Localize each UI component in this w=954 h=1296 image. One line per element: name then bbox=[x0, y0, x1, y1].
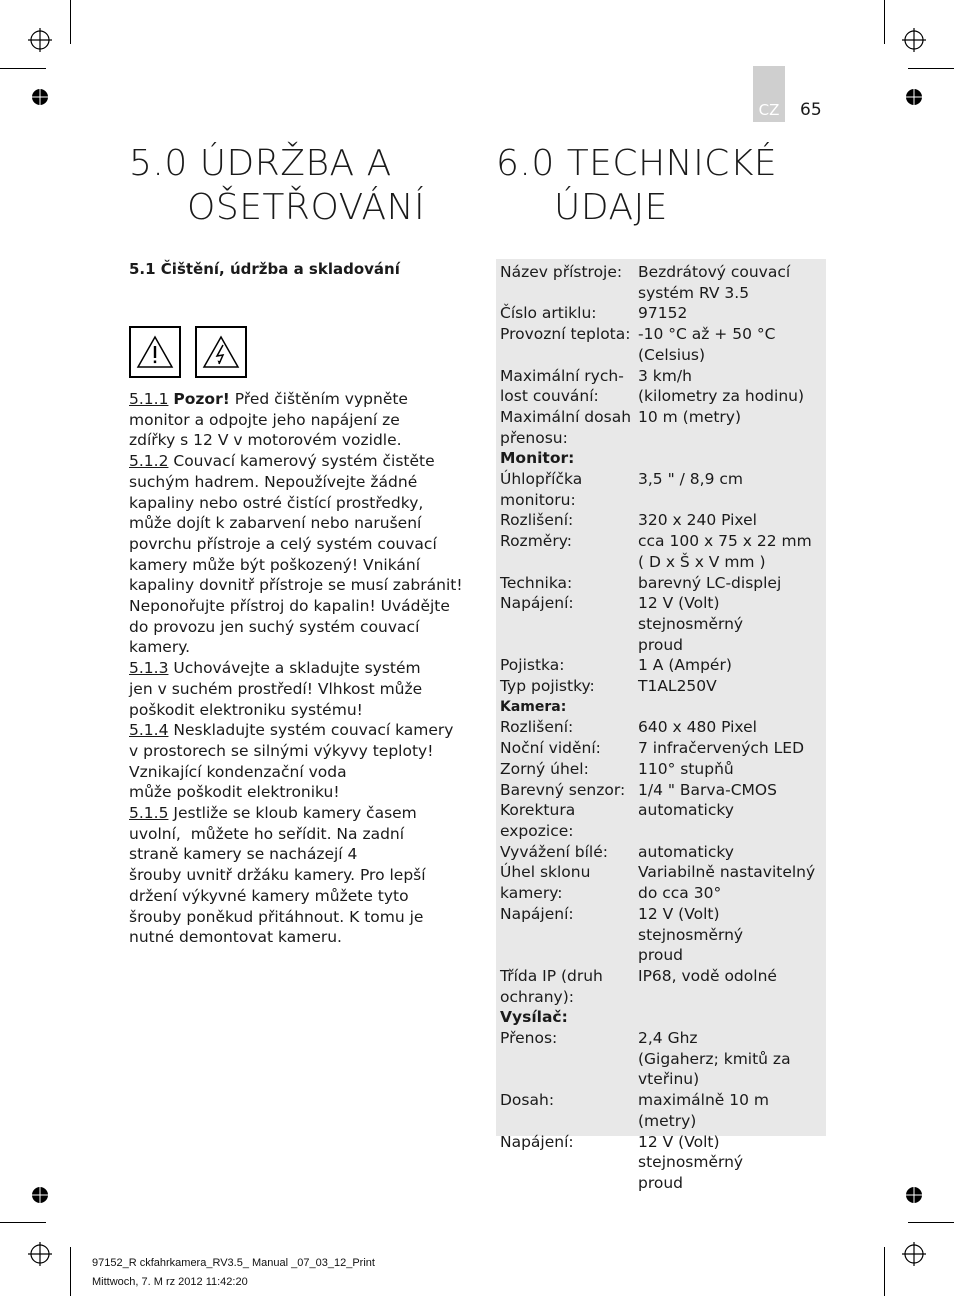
electric-hazard-icon bbox=[195, 326, 247, 378]
paragraph bbox=[129, 803, 459, 948]
spec-row bbox=[496, 510, 826, 531]
spec-value-line: (Celsius) bbox=[638, 345, 706, 364]
spec-label-line: Rozlišení: bbox=[500, 718, 574, 737]
spec-value-line: (Gigaherz; kmitů za bbox=[638, 1049, 791, 1068]
spec-value-line: 12 V (Volt) stejnosměrný bbox=[638, 1132, 744, 1172]
spec-value bbox=[638, 717, 826, 738]
spec-label bbox=[496, 717, 638, 738]
spec-value bbox=[638, 862, 826, 903]
spec-label-line: Úhel sklonu bbox=[500, 863, 591, 882]
spec-label bbox=[496, 842, 638, 863]
spec-label-line: Barevný senzor: bbox=[500, 780, 626, 799]
section-reference: 5.1.1 bbox=[129, 390, 169, 408]
spec-row bbox=[496, 676, 826, 697]
spec-label bbox=[496, 759, 638, 780]
maintenance-text bbox=[129, 389, 463, 948]
text-line: kapaliny dovnitř přístroje se musí zabránit! bbox=[129, 576, 463, 595]
spec-value bbox=[638, 324, 826, 365]
spec-label-line: ochrany): bbox=[500, 987, 574, 1006]
text-line: uvolní, můžete ho seřídit. Na zadní bbox=[129, 824, 405, 843]
language-tab-label: CZ bbox=[758, 101, 780, 119]
spec-value bbox=[638, 1028, 826, 1090]
spec-label bbox=[496, 469, 638, 510]
text-line: Uchovávejte a skladujte systém bbox=[168, 659, 421, 678]
spec-row bbox=[496, 303, 826, 324]
paragraph bbox=[129, 389, 459, 451]
spec-label-line: Přenos: bbox=[500, 1029, 558, 1048]
text-line: Před čištěním vypněte bbox=[229, 390, 408, 408]
text-line: šrouby poněkud přitáhnout. K tomu je bbox=[129, 907, 424, 926]
spec-label bbox=[496, 676, 638, 697]
spec-value-line: proud bbox=[638, 1173, 684, 1192]
spec-label-line: Korektura bbox=[500, 801, 576, 820]
spec-label-line: Úhlopříčka bbox=[500, 470, 583, 489]
text-line: kamery může být poškozený! Vnikání bbox=[129, 555, 421, 574]
spec-value bbox=[638, 759, 826, 780]
spec-label-line: Vyvážení bílé: bbox=[500, 842, 608, 861]
spec-row bbox=[496, 407, 826, 448]
crop-mark bbox=[0, 68, 46, 69]
spec-row bbox=[496, 469, 826, 510]
spec-value bbox=[638, 780, 826, 801]
warning-triangle-icon bbox=[129, 326, 181, 378]
spec-label bbox=[496, 366, 638, 407]
spec-value-line: Variabilně nastavitelný bbox=[638, 863, 816, 882]
spec-value-line: 1 A (Ampér) bbox=[638, 656, 732, 675]
spec-value bbox=[638, 366, 826, 407]
spec-value-line: -10 °C až + 50 °C bbox=[638, 325, 776, 344]
spec-value-line: 12 V (Volt) stejnosměrný bbox=[638, 904, 744, 944]
spec-value-line: barevný LC-displej bbox=[638, 573, 782, 592]
spec-value-line: IP68, vodě odolné bbox=[638, 966, 777, 985]
spec-value bbox=[638, 573, 826, 594]
crop-mark bbox=[70, 1247, 71, 1296]
text-line: straně kamery se nacházejí 4 bbox=[129, 845, 358, 864]
spec-label-line: Provozní teplota: bbox=[500, 325, 631, 344]
spec-label bbox=[496, 531, 638, 572]
spec-label bbox=[496, 800, 638, 841]
spec-row bbox=[496, 1090, 826, 1131]
spec-value-line: automaticky bbox=[638, 842, 734, 861]
spec-label bbox=[496, 303, 638, 324]
spec-value-line: 2,4 Ghz bbox=[638, 1029, 698, 1048]
spec-value-line: proud bbox=[638, 635, 684, 654]
spec-label-line: Pojistka: bbox=[500, 656, 565, 675]
spec-label bbox=[496, 862, 638, 903]
spec-label-line: Maximální rych- bbox=[500, 366, 624, 385]
spec-value bbox=[638, 738, 826, 759]
spec-label-line: Technika: bbox=[500, 573, 573, 592]
spec-label bbox=[496, 966, 638, 1007]
spec-label-line: Napájení: bbox=[500, 904, 574, 923]
text-line: Couvací kamerový systém čistěte bbox=[168, 452, 435, 471]
spec-row bbox=[496, 717, 826, 738]
spec-row bbox=[496, 1132, 826, 1194]
spec-value bbox=[638, 904, 826, 966]
spec-row bbox=[496, 862, 826, 903]
spec-value-line: cca 100 x 75 x 22 mm bbox=[638, 532, 812, 551]
spec-value bbox=[638, 303, 826, 324]
crop-mark bbox=[908, 68, 954, 69]
text-line: nutné demontovat kameru. bbox=[129, 928, 342, 947]
spec-value-line: T1AL250V bbox=[638, 677, 717, 696]
text-line: Vznikající kondenzační voda bbox=[129, 762, 347, 781]
spec-row bbox=[496, 593, 826, 655]
crop-mark bbox=[0, 1222, 46, 1223]
spec-label-line: Napájení: bbox=[500, 594, 574, 613]
text-line: v prostorech se silnými výkyvy teploty! bbox=[129, 741, 434, 760]
spec-value-line: 320 x 240 Pixel bbox=[638, 511, 757, 530]
spec-row bbox=[496, 262, 826, 303]
spec-value-line: do cca 30° bbox=[638, 884, 722, 903]
spec-value bbox=[638, 800, 826, 841]
spec-value-line: 3 km/h bbox=[638, 366, 692, 385]
caution-label: Pozor! bbox=[173, 390, 230, 408]
spec-value bbox=[638, 966, 826, 1007]
maintenance-heading bbox=[129, 142, 425, 230]
spec-group-heading: Vysílač: bbox=[500, 1008, 568, 1027]
text-line: zdířky s 12 V v motorovém vozidle. bbox=[129, 431, 402, 450]
spec-value bbox=[638, 1132, 826, 1194]
spec-label bbox=[496, 510, 638, 531]
spec-value-line: 1/4 " Barva-CMOS bbox=[638, 780, 777, 799]
spec-value bbox=[638, 510, 826, 531]
spec-value-line: 110° stupňů bbox=[638, 759, 734, 778]
spec-value-line: (metry) bbox=[638, 1111, 697, 1130]
spec-row bbox=[496, 573, 826, 594]
section-reference: 5.1.3 bbox=[129, 659, 169, 678]
spec-label bbox=[496, 407, 638, 448]
spec-value-line: (kilometry za hodinu) bbox=[638, 387, 805, 406]
specifications-table bbox=[496, 259, 826, 1192]
spec-label-line: Maximální dosah bbox=[500, 407, 632, 426]
text-line: Neponořujte přístroj do kapalin! Uvádějte bbox=[129, 597, 450, 616]
spec-value bbox=[638, 531, 826, 572]
spec-label bbox=[496, 904, 638, 966]
text-line: držení výkyvné kamery můžete tyto bbox=[129, 886, 409, 905]
spec-value bbox=[638, 593, 826, 655]
registration-dot-icon bbox=[904, 1185, 924, 1205]
spec-value-line: Bezdrátový couvací bbox=[638, 263, 791, 281]
text-line: povrchu přístroje a celý systém couvací bbox=[129, 534, 437, 553]
spec-label-line: Název přístroje: bbox=[500, 263, 623, 281]
spec-value-line: ( D x Š x V mm ) bbox=[638, 552, 766, 571]
spec-label bbox=[496, 1090, 638, 1131]
spec-value bbox=[638, 842, 826, 863]
page-number: 65 bbox=[800, 100, 822, 120]
spec-label-line: lost couvání: bbox=[500, 387, 599, 406]
spec-value-line: proud bbox=[638, 946, 684, 965]
heading-line: OŠETŘOVÁNÍ bbox=[187, 187, 426, 228]
spec-label-line: Třída IP (druh bbox=[500, 966, 603, 985]
paragraph bbox=[129, 658, 459, 720]
spec-row bbox=[496, 655, 826, 676]
text-line: Neskladujte systém couvací kamery bbox=[168, 721, 454, 740]
spec-label bbox=[496, 593, 638, 655]
spec-label-line: monitoru: bbox=[500, 490, 576, 509]
text-line: kamery. bbox=[129, 638, 191, 657]
text-line: do provozu jen suchý systém couvací bbox=[129, 617, 420, 636]
spec-row bbox=[496, 324, 826, 365]
spec-row bbox=[496, 966, 826, 1007]
spec-value-line: vteřinu) bbox=[638, 1070, 700, 1089]
spec-label bbox=[496, 573, 638, 594]
section-reference: 5.1.4 bbox=[129, 721, 169, 740]
text-line: kapaliny nebo ostré čistící prostředky, bbox=[129, 493, 424, 512]
spec-row bbox=[496, 904, 826, 966]
spec-label bbox=[496, 738, 638, 759]
registration-dot-icon bbox=[30, 87, 50, 107]
spec-label-line: expozice: bbox=[500, 821, 574, 840]
text-line: Jestliže se kloub kamery časem bbox=[168, 804, 417, 823]
paragraph bbox=[129, 451, 463, 658]
spec-label-line: Dosah: bbox=[500, 1091, 555, 1110]
spec-row bbox=[496, 531, 826, 572]
heading-line: 6.0 TECHNICKÉ bbox=[496, 143, 778, 184]
spec-value-line: 12 V (Volt) stejnosměrný bbox=[638, 594, 744, 633]
spec-value-line: 10 m (metry) bbox=[638, 407, 742, 426]
spec-label bbox=[496, 780, 638, 801]
section-reference: 5.1.2 bbox=[129, 452, 169, 471]
spec-label-line: Číslo artiklu: bbox=[500, 304, 597, 323]
heading-line: ÚDAJE bbox=[554, 187, 668, 228]
crop-mark bbox=[884, 1247, 885, 1296]
spec-row bbox=[496, 842, 826, 863]
section-reference: 5.1.5 bbox=[129, 804, 169, 823]
spec-label-line: Rozměry: bbox=[500, 532, 572, 551]
spec-value-line: systém RV 3.5 bbox=[638, 283, 750, 302]
spec-label bbox=[496, 262, 638, 303]
spec-value-line: maximálně 10 m bbox=[638, 1091, 770, 1110]
print-info-line: 97152_R ckfahrkamera_RV3.5_ Manual _07_03_12_Print bbox=[92, 1257, 375, 1269]
spec-group-heading: Kamera: bbox=[500, 698, 567, 715]
text-line: šrouby uvnitř držáku kamery. Pro lepší bbox=[129, 866, 426, 885]
spec-label-line: Napájení: bbox=[500, 1132, 574, 1151]
spec-label-line: Noční vidění: bbox=[500, 739, 601, 758]
spec-group-heading: Monitor: bbox=[500, 449, 575, 468]
spec-value-line: 7 infračervených LED bbox=[638, 739, 805, 758]
spec-value-line: 97152 bbox=[638, 304, 688, 323]
text-line: jen v suchém prostředí! Vlhkost může bbox=[129, 679, 423, 698]
spec-label-line: Rozlišení: bbox=[500, 511, 574, 530]
spec-row bbox=[496, 738, 826, 759]
registration-dot-icon bbox=[30, 1185, 50, 1205]
spec-value bbox=[638, 262, 826, 303]
registration-mark-icon bbox=[28, 1242, 52, 1266]
registration-dot-icon bbox=[904, 87, 924, 107]
spec-row bbox=[496, 366, 826, 407]
spec-label-line: přenosu: bbox=[500, 428, 568, 447]
spec-row bbox=[496, 1028, 826, 1090]
registration-mark-icon bbox=[902, 1242, 926, 1266]
spec-row bbox=[496, 759, 826, 780]
spec-value bbox=[638, 655, 826, 676]
spec-row bbox=[496, 780, 826, 801]
spec-value bbox=[638, 407, 826, 448]
spec-label bbox=[496, 655, 638, 676]
registration-mark-icon bbox=[28, 28, 52, 52]
spec-value-line: automaticky bbox=[638, 801, 734, 820]
text-line: suchým hadrem. Nepoužívejte žádné bbox=[129, 472, 418, 491]
spec-label bbox=[496, 1132, 638, 1194]
spec-value bbox=[638, 676, 826, 697]
registration-mark-icon bbox=[902, 28, 926, 52]
text-line: může poškodit elektroniku! bbox=[129, 783, 340, 802]
paragraph bbox=[129, 720, 459, 803]
crop-mark bbox=[908, 1222, 954, 1223]
spec-label bbox=[496, 324, 638, 365]
crop-mark bbox=[884, 0, 885, 44]
heading-line: 5.0 ÚDRŽBA A bbox=[129, 143, 392, 184]
spec-label-line: Typ pojistky: bbox=[500, 677, 595, 696]
text-line: poškodit elektroniku systému! bbox=[129, 700, 363, 719]
spec-value-line: 3,5 " / 8,9 cm bbox=[638, 470, 743, 489]
spec-value-line: 640 x 480 Pixel bbox=[638, 718, 757, 737]
crop-mark bbox=[70, 0, 71, 44]
text-line: může dojít k zabarvení nebo narušení bbox=[129, 514, 422, 533]
spec-row bbox=[496, 800, 826, 841]
section-subheading: 5.1 Čištění, údržba a skladování bbox=[129, 260, 400, 278]
spec-label-line: kamery: bbox=[500, 884, 563, 903]
spec-value bbox=[638, 469, 826, 510]
print-info-line: Mittwoch, 7. M rz 2012 11:42:20 bbox=[92, 1276, 248, 1288]
technical-data-heading bbox=[496, 142, 777, 230]
text-line: monitor a odpojte jeho napájení ze bbox=[129, 410, 400, 429]
spec-label bbox=[496, 1028, 638, 1090]
spec-value bbox=[638, 1090, 826, 1131]
spec-label-line: Zorný úhel: bbox=[500, 759, 589, 778]
